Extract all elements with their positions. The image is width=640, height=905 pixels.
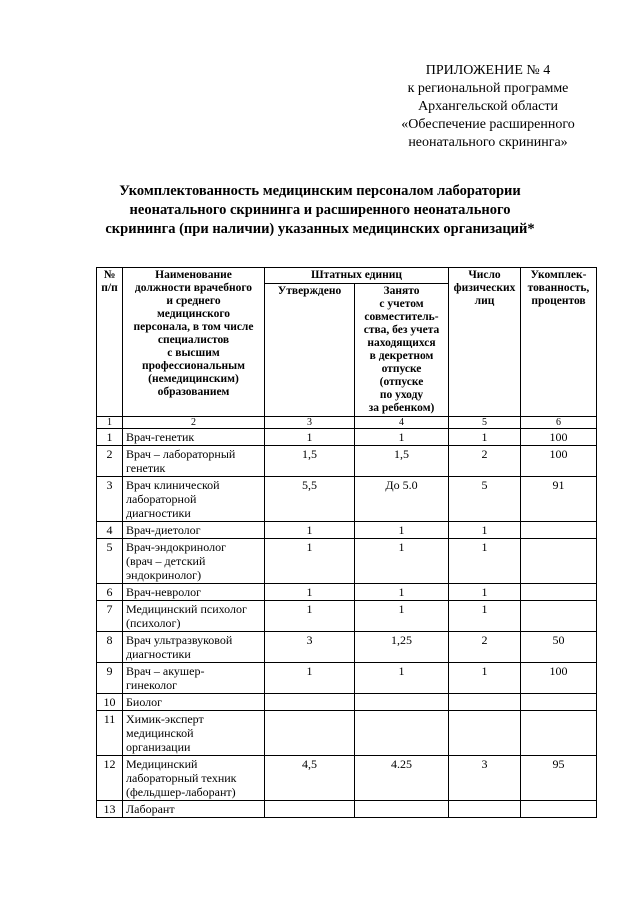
cell-approved: 1 [265,539,355,584]
title-line: Укомплектованность медицинским персоналом лаборатории [119,183,521,199]
header-position-line: медицинского [156,308,231,320]
header-position-line: должности врачебного [134,282,253,294]
cell-position-name [123,446,265,477]
cell-persons: 1 [449,539,521,584]
table-row [97,663,597,694]
position-name-line: Биолог [126,695,163,709]
header-position [123,268,265,417]
cell-approved: 5,5 [265,477,355,522]
cell-no: 12 [97,756,123,801]
cell-position-name [123,601,265,632]
table-row [97,711,597,756]
appendix-line: ПРИЛОЖЕНИЕ № 4 [425,63,551,78]
cell-persons: 1 [449,601,521,632]
cell-position-name [123,801,265,818]
cell-occupied: 1 [355,601,449,632]
header-position-line: профессиональным [141,360,245,372]
cell-approved [265,711,355,756]
cell-approved: 1 [265,522,355,539]
appendix-line: неонатального скрининга» [408,135,568,150]
cell-no: 6 [97,584,123,601]
position-name-line: Лаборант [126,802,175,816]
position-name-line: гинеколог [126,678,178,692]
header-position-line: с высшим [167,347,220,359]
title-line: скрининга (при наличии) указанных медицинских организаций* [105,221,535,237]
cell-occupied: 1 [355,429,449,446]
position-name-line: лабораторной [126,492,197,506]
table-row [97,429,597,446]
position-name-line: диагностики [126,647,191,661]
position-name-line: Медицинский [126,757,198,771]
cell-position-name [123,632,265,663]
header-occupied-line: совместитель- [364,311,439,323]
cell-position-name [123,694,265,711]
appendix-line: Архангельской области [418,99,558,114]
header-occupied-line: отпуске [381,363,422,375]
cell-position-name [123,477,265,522]
position-name-line: (врач – детский [126,554,206,568]
table-row [97,756,597,801]
cell-persons [449,711,521,756]
position-name-line: организации [126,740,191,754]
header-occupied-line: находящихся [367,337,436,349]
header-staffing-line: процентов [531,295,586,307]
table-row [97,446,597,477]
column-number: 5 [449,417,521,429]
position-name-line: Врач клинической [126,478,220,492]
cell-no: 9 [97,663,123,694]
cell-staffing: 100 [521,429,597,446]
cell-no: 2 [97,446,123,477]
table-row [97,694,597,711]
header-position-line: персонала, в том числе [133,321,254,333]
cell-approved [265,801,355,818]
cell-occupied: 1 [355,663,449,694]
header-staffing-line: тованность, [527,282,590,294]
cell-staffing [521,694,597,711]
cell-persons [449,801,521,818]
cell-no: 7 [97,601,123,632]
column-number: 2 [123,417,265,429]
table-row [97,584,597,601]
cell-occupied [355,801,449,818]
header-occupied-line: по уходу [379,389,424,401]
cell-occupied: 1 [355,584,449,601]
cell-staffing: 100 [521,663,597,694]
cell-approved: 1 [265,663,355,694]
position-name-line: Химик-эксперт [126,712,204,726]
header-staffing [521,268,597,417]
cell-persons: 3 [449,756,521,801]
position-name-line: генетик [126,461,166,475]
column-number: 4 [355,417,449,429]
cell-approved: 3 [265,632,355,663]
header-persons [449,268,521,417]
cell-occupied: 1 [355,522,449,539]
cell-position-name [123,522,265,539]
cell-staffing [521,539,597,584]
position-name-line: медицинской [126,726,194,740]
cell-occupied [355,711,449,756]
header-occupied-line: за ребенком) [368,402,435,414]
cell-occupied: 1,25 [355,632,449,663]
cell-persons: 1 [449,522,521,539]
table-header-row [97,268,597,284]
table-row [97,801,597,818]
header-position-line: специалистов [157,334,230,346]
cell-no: 8 [97,632,123,663]
table-row [97,539,597,584]
cell-position-name [123,429,265,446]
header-occupied-line: (отпуске [379,376,424,388]
cell-staffing [521,601,597,632]
table-row [97,601,597,632]
cell-persons: 1 [449,663,521,694]
position-name-line: Врач – лабораторный [126,447,236,461]
cell-staffing [521,711,597,756]
cell-approved: 4,5 [265,756,355,801]
cell-position-name [123,539,265,584]
position-name-line: (фельдшер-лаборант) [126,785,236,799]
position-name-line: Врач-диетолог [126,523,201,537]
header-no-line: № [103,269,116,281]
header-persons-line: лиц [474,295,495,307]
column-number: 1 [97,417,123,429]
position-name-line: (психолог) [126,616,181,630]
cell-approved: 1 [265,601,355,632]
cell-staffing [521,584,597,601]
cell-staffing: 91 [521,477,597,522]
header-position-line: Наименование [155,269,232,281]
header-staffing-line: Укомплек- [530,269,587,281]
cell-approved: 1 [265,429,355,446]
document-title [40,182,600,239]
appendix-line: «Обеспечение расширенного [401,117,575,132]
cell-approved: 1 [265,584,355,601]
cell-position-name [123,663,265,694]
column-number: 3 [265,417,355,429]
position-name-line: Врач-невролог [126,585,202,599]
cell-persons: 1 [449,429,521,446]
cell-occupied: До 5.0 [355,477,449,522]
header-no [97,268,123,417]
header-position-line: (немедицинским) [148,373,239,385]
cell-no: 11 [97,711,123,756]
cell-approved: 1,5 [265,446,355,477]
position-name-line: Медицинский психолог [126,602,247,616]
cell-approved [265,694,355,711]
table-row [97,632,597,663]
header-persons-line: Число [468,269,501,281]
cell-no: 10 [97,694,123,711]
cell-no: 13 [97,801,123,818]
staffing-table [96,267,597,818]
position-name-line: эндокринолог) [126,568,202,582]
header-occupied [355,284,449,417]
position-name-line: Врач – акушер- [126,664,205,678]
header-occupied-line: ства, без учета [363,324,440,336]
header-occupied-line: Занято [383,285,420,297]
position-name-line: Врач-генетик [126,430,195,444]
cell-no: 3 [97,477,123,522]
cell-no: 4 [97,522,123,539]
cell-staffing: 95 [521,756,597,801]
cell-persons: 2 [449,446,521,477]
cell-staffing [521,522,597,539]
header-no-line: п/п [101,282,118,294]
cell-no: 5 [97,539,123,584]
title-line: неонатального скрининга и расширенного неонатального [129,202,511,218]
header-position-line: и среднего [166,295,221,307]
cell-position-name [123,584,265,601]
appendix-line: к региональной программе [407,81,569,96]
table-body [97,429,597,818]
cell-no: 1 [97,429,123,446]
column-number: 6 [521,417,597,429]
header-persons-line: физических [453,282,516,294]
position-name-line: Врач ультразвуковой [126,633,233,647]
cell-occupied [355,694,449,711]
appendix-header [378,62,598,152]
header-staff-units: Штатных единиц [265,268,449,284]
position-name-line: лабораторный техник [126,771,237,785]
cell-persons [449,694,521,711]
cell-occupied: 1,5 [355,446,449,477]
cell-staffing: 100 [521,446,597,477]
cell-position-name [123,711,265,756]
cell-occupied: 1 [355,539,449,584]
header-occupied-line: в декретном [369,350,434,362]
cell-position-name [123,756,265,801]
cell-persons: 1 [449,584,521,601]
header-position-line: образованием [157,386,230,398]
cell-staffing [521,801,597,818]
table-row [97,522,597,539]
position-name-line: диагностики [126,506,191,520]
header-approved: Утверждено [265,284,355,417]
header-occupied-line: с учетом [379,298,424,310]
position-name-line: Врач-эндокринолог [126,540,226,554]
cell-persons: 5 [449,477,521,522]
table-row [97,477,597,522]
column-number-row [97,417,597,429]
cell-staffing: 50 [521,632,597,663]
cell-persons: 2 [449,632,521,663]
cell-occupied: 4.25 [355,756,449,801]
